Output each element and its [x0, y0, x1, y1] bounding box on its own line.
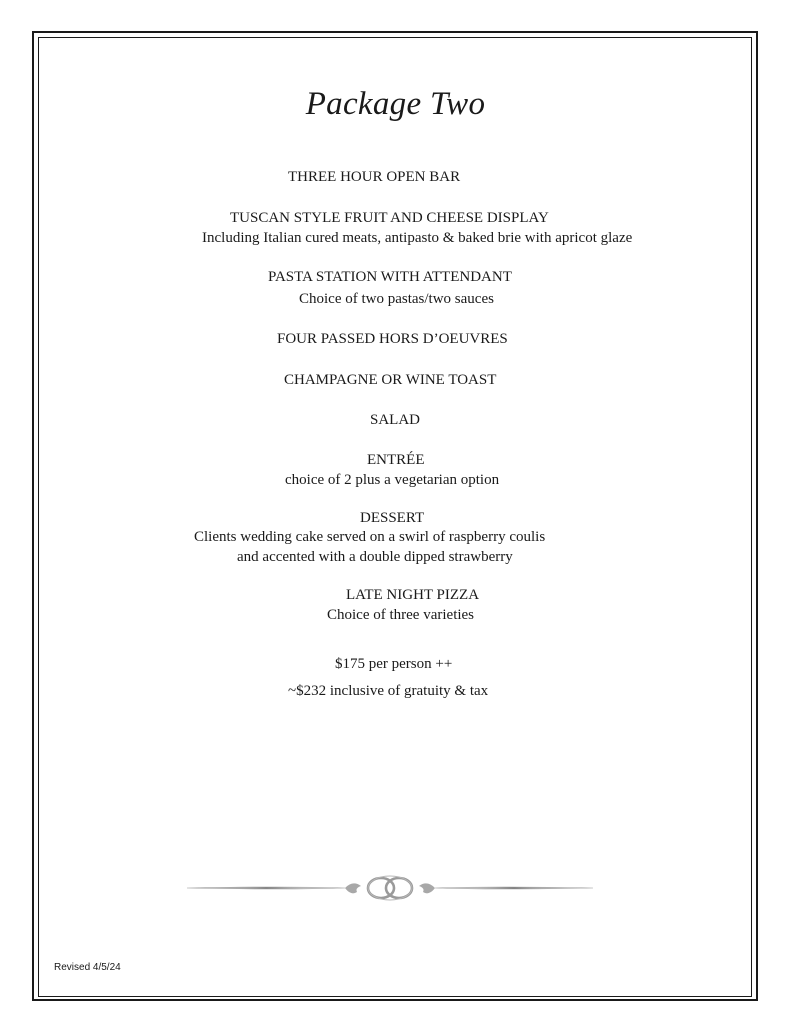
item-pasta-detail: Choice of two pastas/two sauces	[299, 291, 494, 307]
item-pizza-heading: LATE NIGHT PIZZA	[346, 587, 480, 603]
item-entree-heading: ENTRÉE	[367, 452, 425, 468]
item-display-heading: TUSCAN STYLE FRUIT AND CHEESE DISPLAY	[230, 210, 549, 226]
item-dessert-line-2: and accented with a double dipped strawberry	[237, 549, 513, 565]
double-ring-flourish-icon	[185, 868, 595, 908]
item-pasta-heading: PASTA STATION WITH ATTENDANT	[268, 269, 512, 285]
item-pizza-detail: Choice of three varieties	[327, 607, 475, 623]
price-inclusive: ~$232 inclusive of gratuity & tax	[288, 683, 489, 699]
item-display-detail: Including Italian cured meats, antipasto & baked brie with apricot glaze	[202, 230, 633, 246]
revised-date: Revised 4/5/24	[54, 962, 121, 973]
item-toast: CHAMPAGNE OR WINE TOAST	[284, 372, 497, 388]
item-entree-detail: choice of 2 plus a vegetarian option	[285, 472, 500, 488]
page-title: Package Two	[305, 86, 486, 122]
item-open-bar: THREE HOUR OPEN BAR	[288, 169, 461, 185]
item-dessert-heading: DESSERT	[360, 510, 425, 526]
item-hors-doeuvres: FOUR PASSED HORS D’OEUVRES	[277, 331, 508, 347]
item-salad: SALAD	[370, 412, 421, 428]
item-dessert-line-1: Clients wedding cake served on a swirl of raspberry coulis	[194, 529, 546, 545]
price-per-person: $175 per person ++	[335, 656, 453, 672]
